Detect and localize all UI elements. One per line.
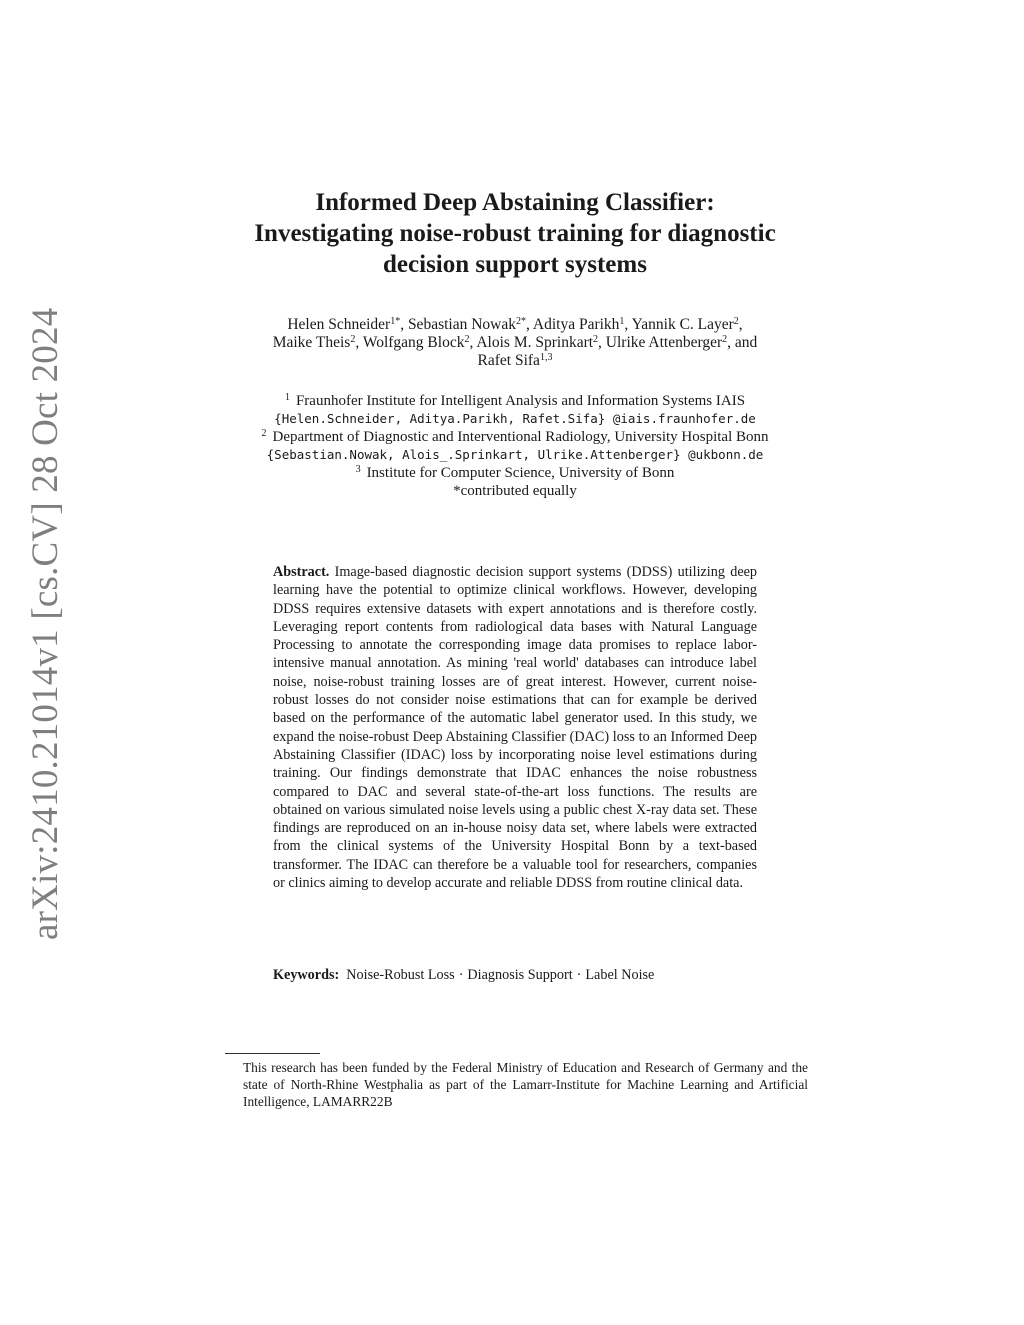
keywords-label: Keywords:	[273, 967, 340, 983]
affiliation-1-emails: {Helen.Schneider, Aditya.Parikh, Rafet.Sifa} @iais.fraunhofer.de	[274, 411, 756, 426]
paper-title	[200, 187, 830, 280]
author-name: Wolfgang Block	[362, 334, 465, 351]
keyword: Noise-Robust Loss	[346, 967, 455, 983]
author-affil-mark: 2	[733, 316, 739, 327]
affiliation-2: Department of Diagnostic and Interventional Radiology, University Hospital Bonn	[272, 429, 769, 445]
keyword-separator: ·	[576, 967, 582, 983]
author-affil-mark: 2	[350, 334, 356, 345]
affiliation-1: Fraunhofer Institute for Intelligent Analysis and Information Systems IAIS	[295, 393, 746, 409]
author-affil-mark: 1*	[390, 316, 401, 327]
title-line: Informed Deep Abstaining Classifier:	[315, 189, 715, 216]
affil-mark: 1	[284, 392, 290, 403]
abstract-text: Image-based diagnostic decision support systems (DDSS) utilizing deep learning have the potential to optimize clinical workflows. However, developing DDSS requires extensive datasets with expert annotations and is therefore costly. Leveraging report contents from radiological data bases with Natural Language Processing to annotate the corresponding image data promises to replace labor-intensive manual annotation. As mining 'real world' databases can introduce label noise, noise-robust training losses are of great interest. However, current noise-robust losses do not consider noise estimations that can for example be derived based on the performance of the automatic label generator used. In this study, we expand the noise-robust Deep Abstaining Classifier (DAC) loss to an Informed Deep Abstaining Classifier (IDAC) loss by incorporating noise level estimations during training. Our findings demonstrate that IDAC enhances the noise robustness compared to DAC and several state-of-the-art loss functions. The results are obtained on various simulated noise levels using a public chest X-ray data set. These findings are reproduced on an in-house noisy data set, where labels were extracted from the clinical systems of the University Hospital Bonn by a text-based transformer. The IDAC can therefore be a valuable tool for researchers, companies or clinics aiming to develop accurate and reliable DDSS from routine clinical data.	[273, 564, 758, 892]
author-affil-mark: 1	[619, 316, 625, 327]
author-name: Yannik C. Layer	[631, 316, 734, 333]
author-name: Ulrike Attenberger	[605, 334, 723, 351]
author-affil-mark: 2	[722, 334, 728, 345]
abstract-label: Abstract.	[273, 564, 330, 580]
author-affil-mark: 1,3	[539, 352, 553, 363]
affiliation-2-emails: {Sebastian.Nowak, Alois_.Sprinkart, Ulrike.Attenberger} @ukbonn.de	[266, 447, 764, 462]
author-name: Helen Schneider	[287, 316, 391, 333]
title-line: decision support systems	[383, 251, 647, 278]
author-affil-mark: 2	[593, 334, 599, 345]
keyword: Label Noise	[585, 967, 655, 983]
author-name: Alois M. Sprinkart	[476, 334, 594, 351]
affiliation-3: Institute for Computer Science, University of Bonn	[366, 465, 675, 481]
author-name: Sebastian Nowak	[407, 316, 516, 333]
keyword-separator: ·	[458, 967, 464, 983]
keywords	[273, 966, 757, 984]
affil-mark: 3	[355, 464, 361, 475]
author-name: Maike Theis	[272, 334, 351, 351]
author-list: Helen Schneider$^{1*}$, Sebastian Nowak$^{2*}$, Aditya Parikh$^1$, Yannik C. Layer$^2$, Maike Theis$^2$, Wolfgang Block$^2$, Alois M. Sprinkart$^2$, Ulrike Attenberger$^2$, and Rafet Sifa$^{1,3}$	[272, 316, 758, 369]
arxiv-identifier: arXiv:2410.21014v1 [cs.CV] 28 Oct 2024	[25, 307, 66, 940]
affil-mark: 2	[261, 428, 267, 439]
keyword: Diagnosis Support	[467, 967, 573, 983]
affiliations	[200, 392, 830, 500]
author-name: Aditya Parikh	[532, 316, 620, 333]
author-affil-mark: 2	[464, 334, 470, 345]
equal-contribution-note: *contributed equally	[453, 483, 577, 499]
author-affil-mark: 2*	[515, 316, 526, 327]
author-name: Rafet Sifa	[477, 352, 540, 369]
title-line: Investigating noise-robust training for diagnostic	[254, 220, 776, 247]
footnote-rule	[225, 1053, 320, 1054]
abstract	[273, 563, 757, 892]
funding-footnote: This research has been funded by the Federal Ministry of Education and Research of Germany and the state of North-Rhine Westphalia as part of the Lamarr-Institute for Machine Learning and Artificial Intelligence, LAMARR22B	[243, 1060, 808, 1110]
